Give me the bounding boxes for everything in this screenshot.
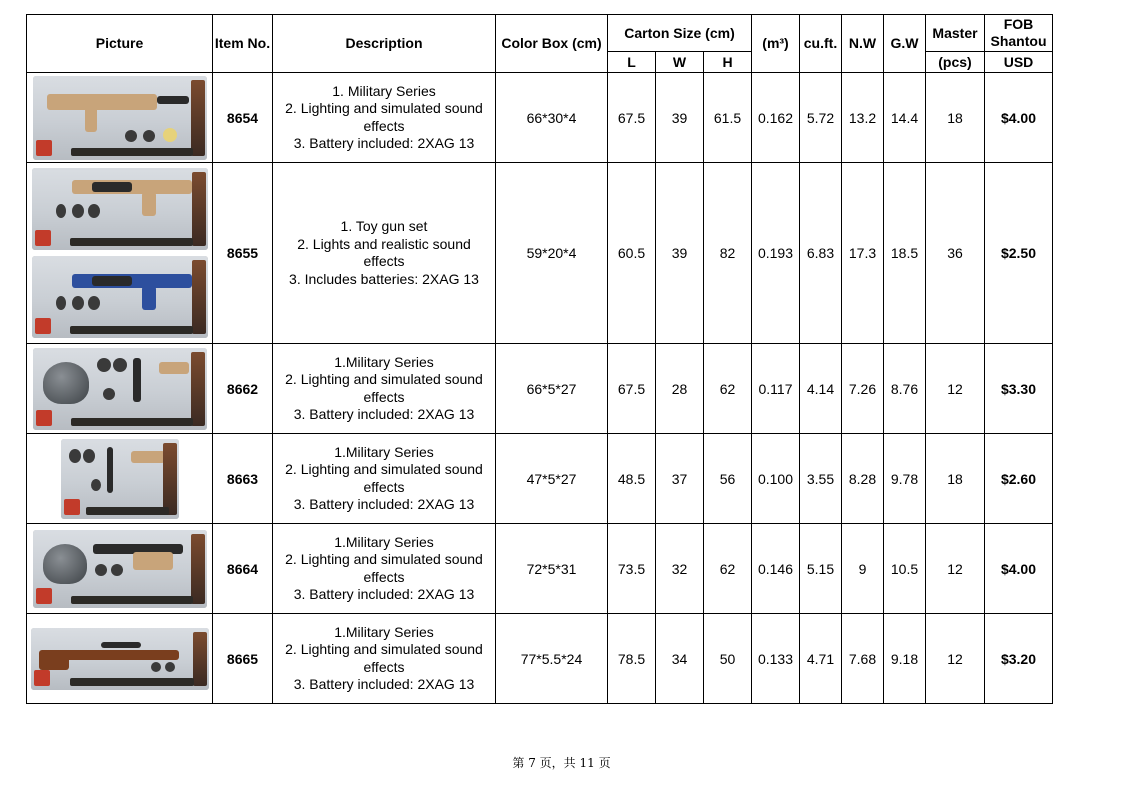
description-cell	[273, 163, 496, 344]
item-number: 8663	[213, 434, 273, 524]
description-line: 1. Toy gun set	[340, 218, 428, 234]
item-number: 8665	[213, 614, 273, 704]
volume-m3: 0.100	[752, 434, 800, 524]
volume-cuft: 4.14	[800, 344, 842, 434]
carton-height: 62	[704, 344, 752, 434]
net-weight: 8.28	[842, 434, 884, 524]
carton-length: 78.5	[608, 614, 656, 704]
header-width: W	[656, 52, 704, 73]
color-box-size: 66*30*4	[496, 73, 608, 163]
color-box-size: 47*5*27	[496, 434, 608, 524]
volume-cuft: 5.15	[800, 524, 842, 614]
volume-cuft: 6.83	[800, 163, 842, 344]
color-box-size: 59*20*4	[496, 163, 608, 344]
gross-weight: 8.76	[884, 344, 926, 434]
color-box-size: 66*5*27	[496, 344, 608, 434]
description-line: 3. Includes batteries: 2XAG 13	[289, 270, 479, 287]
header-fob-unit: USD	[985, 52, 1053, 73]
master-pcs: 18	[926, 434, 985, 524]
volume-m3: 0.117	[752, 344, 800, 434]
product-image	[33, 76, 207, 160]
carton-height: 56	[704, 434, 752, 524]
volume-m3: 0.133	[752, 614, 800, 704]
carton-height: 82	[704, 163, 752, 344]
table-row	[27, 614, 1053, 704]
fob-price: $2.50	[985, 163, 1053, 344]
net-weight: 7.26	[842, 344, 884, 434]
volume-m3: 0.146	[752, 524, 800, 614]
description-line: 1.Military Series	[334, 443, 434, 460]
header-carton-size: Carton Size (cm)	[608, 15, 752, 52]
header-description: Description	[273, 15, 496, 73]
picture-cell	[27, 434, 213, 524]
description-line: 3. Battery included: 2XAG 13	[293, 496, 475, 512]
table-row	[27, 163, 1053, 344]
fob-price: $2.60	[985, 434, 1053, 524]
description-cell	[273, 614, 496, 704]
picture-cell	[27, 614, 213, 704]
picture-cell	[27, 73, 213, 163]
master-pcs: 18	[926, 73, 985, 163]
description-line: 3. Battery included: 2XAG 13	[293, 135, 475, 151]
description-line: 3. Battery included: 2XAG 13	[293, 406, 475, 422]
volume-m3: 0.162	[752, 73, 800, 163]
description-line: effects	[363, 117, 405, 134]
table-row	[27, 524, 1053, 614]
description-line: 1.Military Series	[334, 623, 434, 640]
carton-width: 34	[656, 614, 704, 704]
color-box-size: 77*5.5*24	[496, 614, 608, 704]
description-line: 2. Lighting and simulated sound	[285, 100, 483, 116]
header-color-box: Color Box (cm)	[496, 15, 608, 73]
header-cuft: cu.ft.	[800, 15, 842, 73]
master-pcs: 12	[926, 524, 985, 614]
gross-weight: 10.5	[884, 524, 926, 614]
header-gross-weight: G.W	[884, 15, 926, 73]
master-pcs: 12	[926, 344, 985, 434]
product-image	[32, 168, 208, 250]
header-net-weight: N.W	[842, 15, 884, 73]
carton-length: 67.5	[608, 344, 656, 434]
product-image	[33, 348, 207, 430]
table-row	[27, 73, 1053, 163]
carton-width: 32	[656, 524, 704, 614]
description-line: 1. Military Series	[332, 82, 436, 99]
table-row	[27, 434, 1053, 524]
volume-m3: 0.193	[752, 163, 800, 344]
net-weight: 17.3	[842, 163, 884, 344]
description-cell	[273, 73, 496, 163]
color-box-size: 72*5*31	[496, 524, 608, 614]
product-image	[31, 628, 209, 690]
product-image	[33, 530, 207, 608]
product-image	[32, 256, 208, 338]
page-number-footer: 第 7 页，共 11 页	[512, 756, 611, 770]
description-line: effects	[363, 388, 405, 405]
header-fob-line1: FOB	[1003, 16, 1034, 32]
description-line: 3. Battery included: 2XAG 13	[293, 586, 475, 602]
header-volume-m3: (m³)	[752, 15, 800, 73]
header-picture: Picture	[27, 15, 213, 73]
description-line: effects	[363, 658, 405, 675]
carton-height: 62	[704, 524, 752, 614]
gross-weight: 14.4	[884, 73, 926, 163]
header-length: L	[608, 52, 656, 73]
picture-cell	[27, 524, 213, 614]
description-cell	[273, 524, 496, 614]
header-fob-line2: Shantou	[990, 33, 1047, 49]
gross-weight: 18.5	[884, 163, 926, 344]
master-pcs: 12	[926, 614, 985, 704]
description-line: 2. Lights and realistic sound	[297, 235, 471, 252]
item-number: 8662	[213, 344, 273, 434]
description-cell	[273, 344, 496, 434]
gross-weight: 9.78	[884, 434, 926, 524]
carton-length: 60.5	[608, 163, 656, 344]
carton-length: 73.5	[608, 524, 656, 614]
header-master: Master	[926, 15, 985, 52]
product-table	[26, 14, 1053, 704]
header-master-unit: (pcs)	[926, 52, 985, 73]
description-cell	[273, 434, 496, 524]
table-row	[27, 344, 1053, 434]
header-item-no: Item No.	[213, 15, 273, 73]
description-line: 3. Battery included: 2XAG 13	[293, 676, 475, 692]
carton-length: 48.5	[608, 434, 656, 524]
carton-length: 67.5	[608, 73, 656, 163]
header-fob	[985, 15, 1053, 52]
carton-height: 50	[704, 614, 752, 704]
carton-width: 37	[656, 434, 704, 524]
net-weight: 13.2	[842, 73, 884, 163]
description-line: 1.Military Series	[334, 353, 434, 370]
description-line: effects	[363, 253, 405, 269]
net-weight: 9	[842, 524, 884, 614]
master-pcs: 36	[926, 163, 985, 344]
picture-cell	[27, 163, 213, 344]
item-number: 8654	[213, 73, 273, 163]
header-height: H	[704, 52, 752, 73]
description-line: 2. Lighting and simulated sound	[285, 641, 483, 657]
carton-width: 39	[656, 163, 704, 344]
product-image	[61, 439, 179, 519]
description-line: 2. Lighting and simulated sound	[285, 461, 483, 477]
description-line: effects	[363, 478, 405, 495]
description-line: effects	[363, 568, 405, 585]
volume-cuft: 5.72	[800, 73, 842, 163]
carton-width: 39	[656, 73, 704, 163]
description-line: 1.Military Series	[334, 533, 434, 550]
item-number: 8655	[213, 163, 273, 344]
description-line: 2. Lighting and simulated sound	[285, 371, 483, 387]
picture-cell	[27, 344, 213, 434]
gross-weight: 9.18	[884, 614, 926, 704]
net-weight: 7.68	[842, 614, 884, 704]
fob-price: $3.20	[985, 614, 1053, 704]
carton-width: 28	[656, 344, 704, 434]
fob-price: $3.30	[985, 344, 1053, 434]
description-line: 2. Lighting and simulated sound	[285, 551, 483, 567]
fob-price: $4.00	[985, 524, 1053, 614]
volume-cuft: 4.71	[800, 614, 842, 704]
fob-price: $4.00	[985, 73, 1053, 163]
carton-height: 61.5	[704, 73, 752, 163]
item-number: 8664	[213, 524, 273, 614]
volume-cuft: 3.55	[800, 434, 842, 524]
